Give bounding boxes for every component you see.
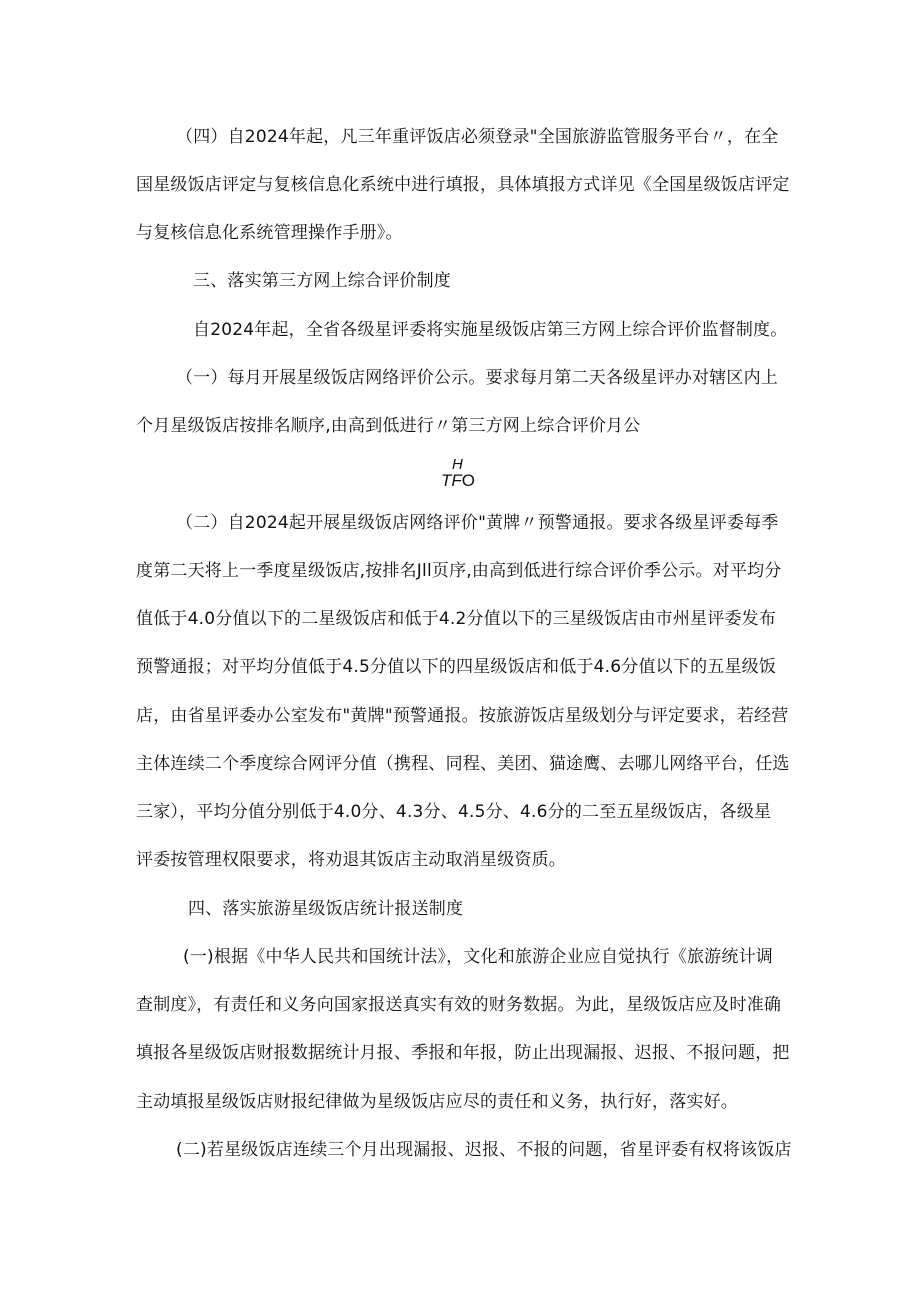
section-3-intro: 自2024年起，全省各级星评委将实施星级饭店第三方网上综合评价监督制度。	[193, 320, 788, 340]
section-3-heading: 三、落实第三方网上综合评价制度	[193, 271, 451, 291]
formula-top: H	[452, 456, 463, 473]
section-4-heading: 四、落实旅游星级饭店统计报送制度	[188, 899, 464, 919]
garbled-formula	[441, 457, 501, 491]
formula-bottom-normal: O	[461, 471, 476, 490]
item-2-line-8: 评委按管理权限要求，将劝退其饭店主动取消星级资质。	[136, 850, 566, 870]
item-1-line-1: （一）每月开展星级饭店网络评价公示。要求每月第二天各级星评办对辖区内上	[176, 368, 778, 388]
section-4-item-1-line-2: 查制度》，有责任和义务向国家报送真实有效的财务数据。为此，星级饭店应及时准确	[136, 995, 782, 1015]
paragraph-4-line-1: （四）自2024年起，凡三年重评饭店必须登录"全国旅游监管服务平台〃，在全	[176, 127, 779, 147]
item-2-line-1: （二）自2024起开展星级饭店网络评价"黄牌〃预警通报。要求各级星评委每季	[176, 513, 779, 533]
section-4-item-1-line-1: (一)根据《中华人民共和国统计法》，文化和旅游企业应自觉执行《旅游统计调	[183, 947, 773, 967]
formula-bottom	[441, 471, 475, 491]
item-2-line-7: 三家），平均分值分别低于4.0分、4.3分、4.5分、4.6分的二至五星级饭店，各级星	[136, 802, 772, 822]
paragraph-4-line-3: 与复核信息化系统管理操作手册》。	[136, 223, 403, 243]
item-1-line-2: 个月星级饭店按排名顺序,由高到低进行〃第三方网上综合评价月公	[136, 416, 641, 436]
section-4-item-1-line-4: 主动填报星级饭店财报纪律做为星级饭店应尽的责任和义务，执行好，落实好。	[136, 1092, 738, 1112]
paragraph-4-line-2: 国星级饭店评定与复核信息化系统中进行填报，具体填报方式详见《全国星级饭店评定	[136, 175, 790, 195]
item-2-line-6: 主体连续二个季度综合网评分值（携程、同程、美团、猫途鹰、去哪儿网络平台，任选	[136, 754, 790, 774]
item-2-line-4: 预警通报；对平均分值低于4.5分值以下的四星级饭店和低于4.6分值以下的五星级饭	[136, 657, 777, 677]
item-2-line-5: 店，由省星评委办公室发布"黄牌"预警通报。按旅游饭店星级划分与评定要求，若经营	[136, 706, 789, 726]
item-2-line-3: 值低于4.0分值以下的二星级饭店和低于4.2分值以下的三星级饭店由市州星评委发布	[136, 609, 777, 629]
formula-bottom-italic: TF	[441, 471, 462, 490]
section-4-item-2-line-1: (二)若星级饭店连续三个月出现漏报、迟报、不报的问题，省星评委有权将该饭店	[176, 1140, 792, 1160]
item-2-line-2: 度第二天将上一季度星级饭店,按排名Jll页序,由高到低进行综合评价季公示。对平均分	[136, 561, 782, 581]
section-4-item-1-line-3: 填报各星级饭店财报数据统计月报、季报和年报，防止出现漏报、迟报、不报问题，把	[136, 1043, 790, 1063]
